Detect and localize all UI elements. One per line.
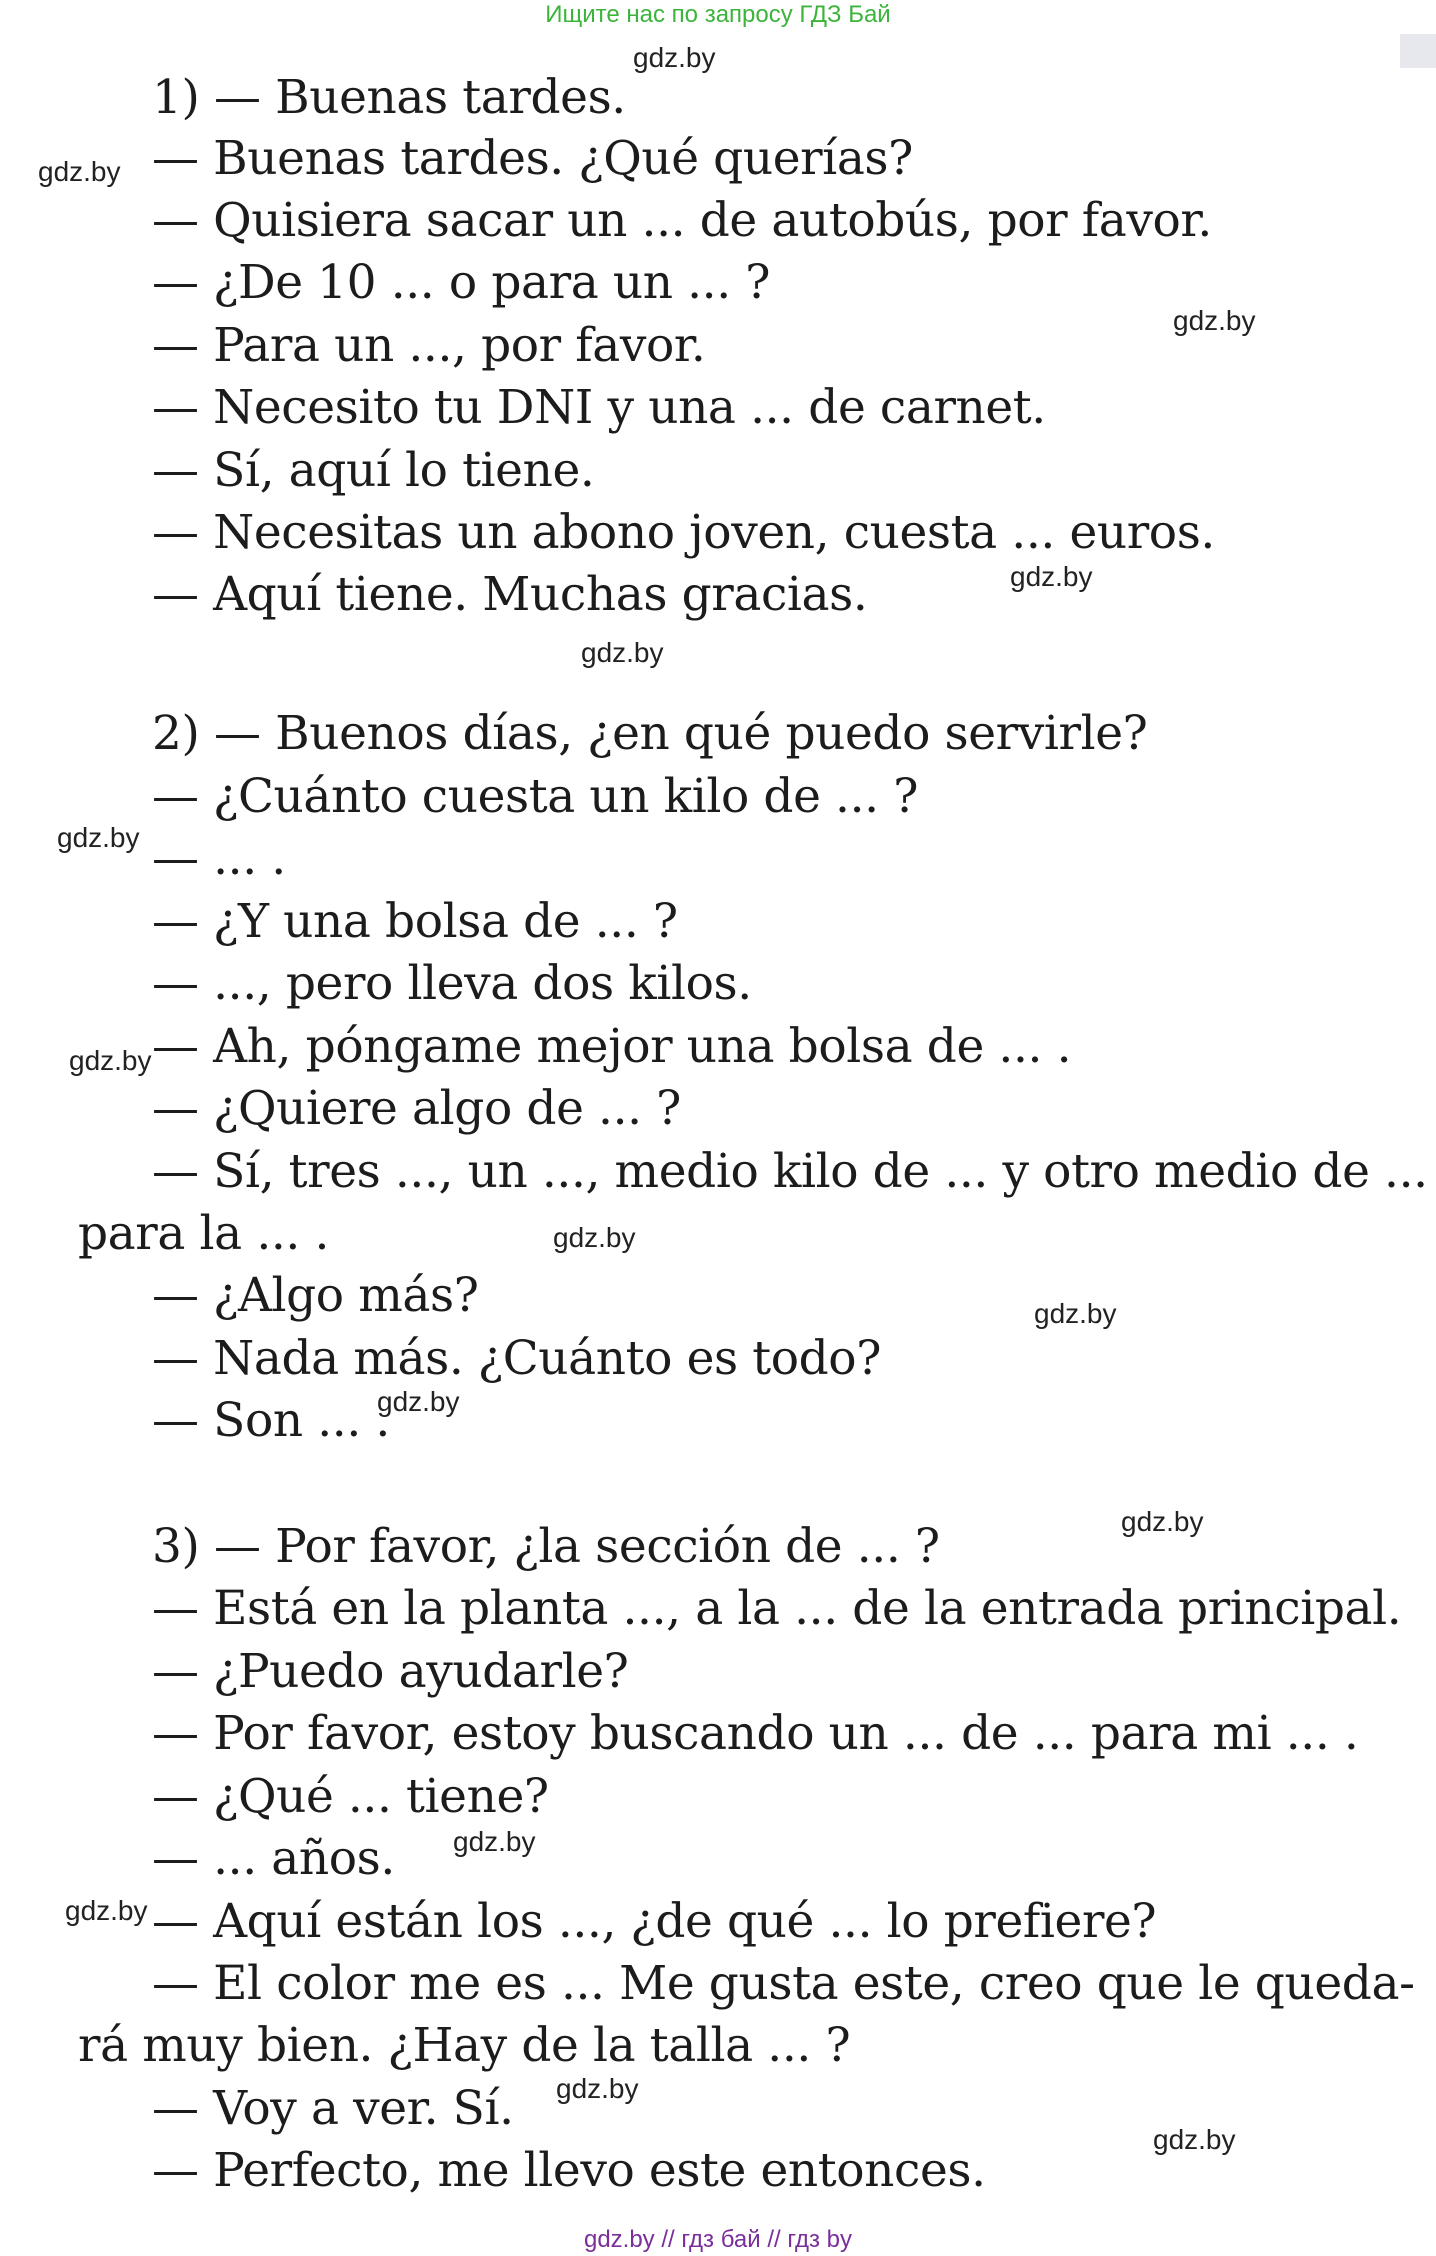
dialogue-line: — Son ... . <box>152 1393 390 1448</box>
dialogue-line: — Está en la planta ..., a la ... de la entrada principal. <box>152 1581 1402 1636</box>
dialogue-line: — Voy a ver. Sí. <box>152 2081 514 2136</box>
bottom-banner: gdz.by // гдз бай // гдз by <box>583 2226 853 2253</box>
watermark: gdz.by <box>1121 1506 1204 1537</box>
watermark: gdz.by <box>1034 1298 1117 1329</box>
watermark: gdz.by <box>581 637 664 668</box>
dialogue-line: — Ah, póngame mejor una bolsa de ... . <box>152 1019 1072 1074</box>
dialogue-line: — ... . <box>152 831 286 886</box>
watermark: gdz.by <box>1010 561 1093 592</box>
watermark: gdz.by <box>633 42 716 73</box>
dialogue-line: 3) — Por favor, ¿la sección de ... ? <box>152 1519 940 1574</box>
dialogue-line: — ¿Cuánto cuesta un kilo de ... ? <box>152 769 919 824</box>
watermark: gdz.by <box>57 822 140 853</box>
dialogue-line: — Quisiera sacar un ... de autobús, por favor. <box>152 193 1212 248</box>
dialogue-line: — ¿Quiere algo de ... ? <box>152 1081 681 1136</box>
dialogue-line: — Nada más. ¿Cuánto es todo? <box>152 1331 882 1386</box>
dialogue-line: — ¿Y una bolsa de ... ? <box>152 894 678 949</box>
dialogue-line: — Sí, aquí lo tiene. <box>152 443 595 498</box>
dialogue-line: — ¿Algo más? <box>152 1268 479 1323</box>
watermark: gdz.by <box>553 1222 636 1253</box>
watermark: gdz.by <box>38 156 121 187</box>
dialogue-line: — ..., pero lleva dos kilos. <box>152 956 752 1011</box>
dialogue-line-continuation: para la ... . <box>78 1206 330 1261</box>
dialogue-line: — ... años. <box>152 1831 395 1886</box>
dialogue-line: — Necesito tu DNI y una ... de carnet. <box>152 380 1046 435</box>
watermark: gdz.by <box>69 1045 152 1076</box>
dialogue-line: — Necesitas un abono joven, cuesta ... euros. <box>152 505 1215 560</box>
dialogue-line: 2) — Buenos días, ¿en qué puedo servirle? <box>152 706 1148 761</box>
dialogue-line: — Sí, tres ..., un ..., medio kilo de ... y otro medio de ... <box>152 1144 1428 1199</box>
dialogue-line: — Por favor, estoy buscando un ... de ... para mi ... . <box>152 1706 1359 1761</box>
dialogue-line: — El color me es ... Me gusta este, creo que le queda- <box>152 1956 1415 2011</box>
dialogue-line: — Buenas tardes. ¿Qué querías? <box>152 131 913 186</box>
dialogue-line: 1) — Buenas tardes. <box>152 70 626 125</box>
top-banner: Ищите нас по запросу ГДЗ Бай <box>545 1 891 28</box>
dialogue-line: — ¿Puedo ayudarle? <box>152 1644 629 1699</box>
dialogue-line: — Para un ..., por favor. <box>152 318 706 373</box>
dialogue-line-continuation: rá muy bien. ¿Hay de la talla ... ? <box>78 2018 851 2073</box>
dialogue-line: — Aquí tiene. Muchas gracias. <box>152 567 868 622</box>
watermark: gdz.by <box>453 1826 536 1857</box>
watermark: gdz.by <box>65 1895 148 1926</box>
watermark: gdz.by <box>1153 2124 1236 2155</box>
dialogue-line: — ¿Qué ... tiene? <box>152 1769 549 1824</box>
dialogue-line: — ¿De 10 ... o para un ... ? <box>152 255 771 310</box>
dialogue-line: — Perfecto, me llevo este entonces. <box>152 2143 986 2198</box>
dialogue-line: — Aquí están los ..., ¿de qué ... lo prefiere? <box>152 1894 1157 1949</box>
watermark: gdz.by <box>377 1386 460 1417</box>
corner-decoration <box>1400 34 1436 68</box>
watermark: gdz.by <box>556 2073 639 2104</box>
watermark: gdz.by <box>1173 305 1256 336</box>
